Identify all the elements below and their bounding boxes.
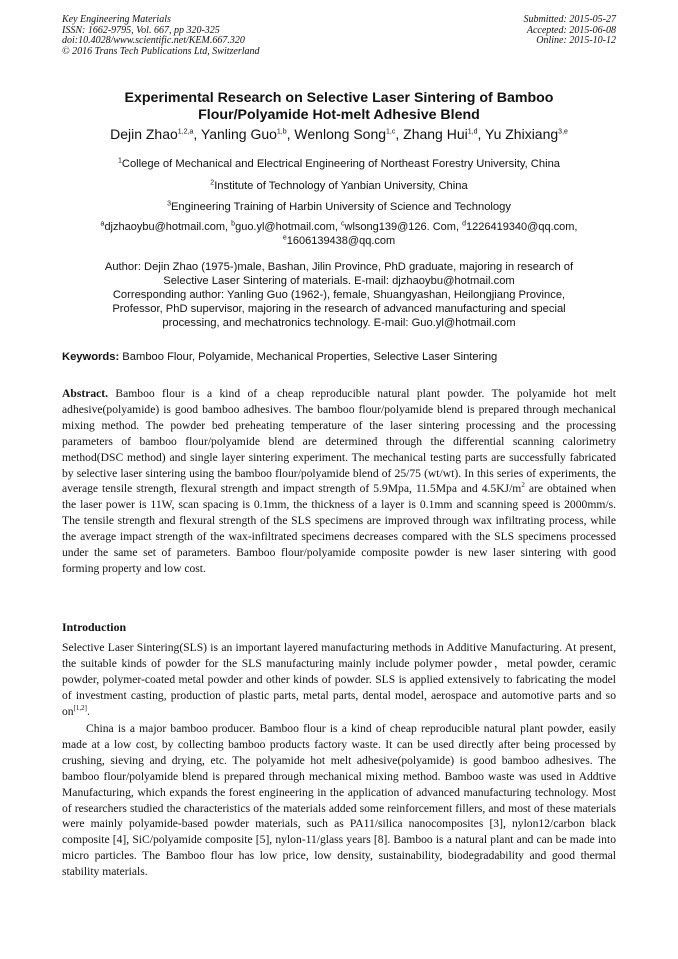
intro-paragraph-1 — [62, 640, 616, 720]
author-sep: , — [395, 126, 404, 142]
author-sep: , — [193, 126, 201, 142]
author-sep: , — [286, 126, 295, 142]
keywords — [62, 350, 616, 364]
abstract — [62, 386, 616, 577]
keywords-label: Keywords: — [62, 351, 120, 363]
affiliation-sup: 1 — [117, 157, 122, 165]
paragraph-text: Selective Laser Sintering(SLS) is an important layered manufacturing methods in Additive Manufacturing. At present, the suitable kinds of powder for the SLS manufacturing mainly include polymer powder，metal powder, ceramic powder, polymer-coated metal powder and other kinds of powder. SLS is applied extensively to fabricating the model of investment casting, production of plastic parts, metal parts, dental model, aerospace and automotive parts and so on — [62, 641, 616, 718]
affiliation-text: College of Mechanical and Electrical Engineering of Northeast Forestry University, China — [121, 158, 561, 170]
affiliation-3 — [40, 200, 638, 214]
paragraph-text: . — [87, 704, 90, 718]
dates-header — [524, 15, 617, 47]
citation[interactable]: [1,2] — [73, 703, 88, 712]
email-sup: a — [100, 220, 105, 228]
author-sup: 1,b — [276, 128, 287, 136]
bio-line: Professor, PhD supervisor, majoring in the research of advanced manufacturing and special — [112, 303, 566, 315]
author-name: Dejin Zhao — [110, 126, 178, 142]
author-sup: 1,c — [386, 128, 396, 136]
abstract-label: Abstract. — [62, 387, 109, 400]
online-date: Online: 2015-10-12 — [536, 35, 616, 46]
bio-line: Selective Laser Sintering of materials. E-mail: djzhaoybu@hotmail.com — [163, 275, 515, 287]
abstract-text: are obtained when the laser power is 11W, scan spacing is 0.1mm, the thickness of a layer is 0.1mm and scanning speed is 2000mm/s. The tensile strength and flexural strength of the SLS specimens are improved through wax infiltrating process, while the average impact strength of the wax-infiltrated specimens decreases compared with the SLS specimens processed under the same set of parameters. Bamboo flour/polyamide composite powder is new laser sintering with good forming property and low cost. — [62, 482, 617, 575]
author-emails — [50, 220, 628, 248]
author-name: Yu Zhixiang — [485, 126, 559, 142]
author-sup: 1,d — [467, 128, 478, 136]
email-sup: b — [231, 220, 236, 228]
email-sup: e — [282, 234, 287, 242]
author-sep: , — [477, 126, 485, 142]
affiliation-sup: 3 — [167, 200, 171, 208]
title-line: Experimental Research on Selective Laser Sintering of Bamboo — [124, 90, 554, 106]
author-name: Wenlong Song — [294, 126, 387, 142]
journal-name: Key Engineering Materials — [62, 14, 171, 25]
email-link[interactable]: wlsong139@126. Com, — [344, 221, 463, 233]
email-link[interactable]: djzhaoybu@hotmail.com, — [104, 221, 232, 233]
abstract-sup: 2 — [521, 481, 525, 490]
affiliation-text: Engineering Training of Harbin University of Science and Technology — [170, 201, 511, 213]
journal-header — [62, 15, 260, 57]
affiliation-2 — [40, 179, 638, 193]
author-bio — [62, 260, 616, 330]
journal-doi[interactable]: doi:10.4028/www.scientific.net/KEM.667.320 — [62, 35, 245, 46]
affiliation-text: Institute of Technology of Yanbian University, China — [214, 180, 468, 192]
title-line: Flour/Polyamide Hot-melt Adhesive Blend — [198, 107, 480, 123]
author-list — [40, 126, 638, 143]
keywords-text: Bamboo Flour, Polyamide, Mechanical Properties, Selective Laser Sintering — [119, 351, 498, 363]
author-sup: 1,2,a — [177, 128, 194, 136]
author-name: Zhang Hui — [403, 126, 468, 142]
submitted-date: Submitted: 2015-05-27 — [523, 14, 616, 25]
journal-issn: ISSN: 1662-9795, Vol. 667, pp 320-325 — [62, 24, 220, 36]
author-name: Yanling Guo — [200, 126, 277, 142]
email-link[interactable]: 1606139438@qq.com — [286, 235, 396, 247]
affiliation-sup: 2 — [210, 179, 215, 187]
paper-title — [62, 90, 616, 124]
intro-paragraph-2: China is a major bamboo producer. Bamboo flour is a kind of cheap reproducible natural plant powder, easily made at a low cost, by collecting bamboo products factory waste. It can be used directly after being processed by crushing, sieving and drying, etc. The polyamide hot melt adhesive(polyamide) is good bamboo adhesives. The bamboo flour/polyamide blend is prepared through mechanical mixing method. Bamboo waste was used in Addtive Manufacturing, which expands the forest engineering in the application of advanced manufacturing technology. Most of researchers studied the characteristics of the materials added some reinforcement fillers, and most of these materials were mainly polyamide-based powder materials, such as PA11/silica nanocomposites [3], nylon12/carbon black composite [4], SiC/polyamide composite [5], nylon-11/glass years [8]. Bamboo is a natural plant and can be made into micro particles. The Bamboo flour has low price, low density, sustainability, biodegradability and good thermal stability materials. — [62, 722, 616, 879]
email-sup: d — [462, 220, 466, 228]
abstract-text: Bamboo flour is a kind of a cheap reproducible natural plant powder. The polyamide hot melt adhesive(polyamide) is good bamboo adhesives. The bamboo flour/polyamide blend is prepared through mechanical mixing method. The powder bed preheating temperature of the laser sintering processing and the processing parameters of bamboo flour/polyamide blend are determined through the differential scanning calorimetry method(DSC method) and single layer sintering experiment. The mechanical testing parts are successfully fabricated by selective laser sintering using the bamboo flour/polyamide blend of 25/75 (wt/wt). In this series of experiments, the average tensile strength, flexural strength and impact strength of 5.9Mpa, 11.5Mpa and 4.5KJ/m — [62, 387, 616, 496]
email-link[interactable]: 1226419340@qq.com, — [465, 221, 578, 233]
bio-line: Author: Dejin Zhao (1975-)male, Bashan, Jilin Province, PhD graduate, majoring in research of — [104, 261, 574, 273]
affiliation-1 — [40, 157, 638, 171]
bio-line: Corresponding author: Yanling Guo (1962-), female, Shuangyashan, Heilongjiang Province, — [112, 289, 566, 301]
accepted-date: Accepted: 2015-06-08 — [526, 24, 616, 36]
author-sup: 3,e — [558, 128, 568, 136]
journal-copyright: © 2016 Trans Tech Publications Ltd, Switzerland — [62, 45, 260, 57]
email-sup: c — [341, 220, 345, 228]
section-heading-introduction: Introduction — [62, 620, 127, 634]
email-link[interactable]: guo.yl@hotmail.com, — [235, 221, 342, 233]
bio-line: processing, and mechatronics technology. E-mail: Guo.yl@hotmail.com — [162, 317, 516, 329]
